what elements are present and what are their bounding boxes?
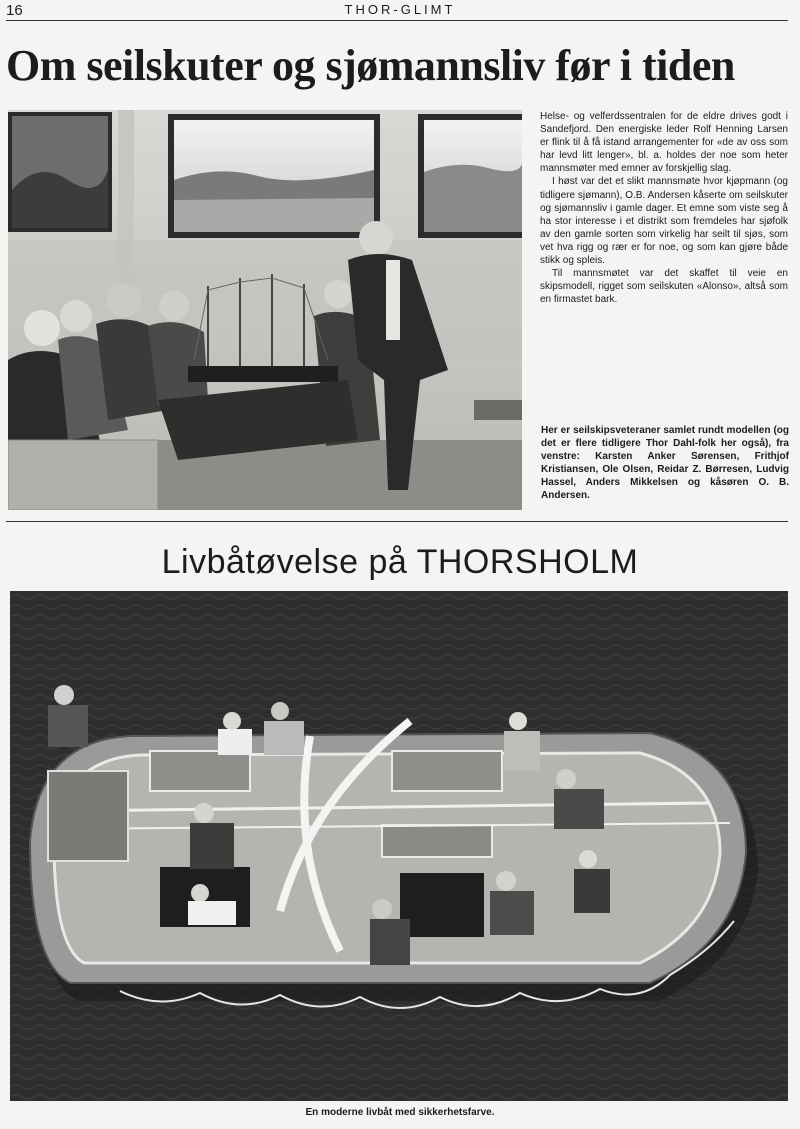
article1-body bbox=[540, 110, 788, 306]
article2-photo-caption: En moderne livbåt med sikkerhetsfarve. bbox=[305, 1107, 495, 1118]
top-rule bbox=[6, 20, 788, 21]
article1-paragraph: Helse- og velferdssentralen for de eldre drives godt i Sandefjord. Den energiske leder Rolf Henning Larsen er flink til å få istand arrangementer for «de av oss som har levd litt lenger», bl. a. holdes der noe som heter mannsmøter med emner av forskjellig slag. bbox=[540, 111, 788, 175]
running-title: THOR-GLIMT bbox=[344, 2, 456, 17]
article1-headline: Om seilskuter og sjømannsliv før i tiden bbox=[6, 41, 735, 90]
article2-headline: Livbåtøvelse på THORSHOLM bbox=[161, 543, 639, 581]
veterans-photo bbox=[8, 110, 522, 510]
section-rule bbox=[6, 521, 788, 522]
page-number: 16 bbox=[6, 2, 23, 19]
article1-paragraph: I høst var det et slikt mannsmøte hvor kjøpmann (og tidligere sjømann), O.B. Andersen kåserte om seilskuter og sjømannsliv i gamle dager. Et emne som viste seg å ha stor interesse i et distrikt som fremdeles har sjøfolk av den gamle sorten som virkelig har seilt til sjøs, som vet hva rigg og rær er for noe, og som kan gjøre både stikk og spleis. bbox=[540, 176, 788, 267]
lifeboat-photo bbox=[10, 591, 788, 1101]
article1-photo-caption: Her er seilskipsveteraner samlet rundt modellen (og det er flere tidligere Thor Dahl-folk her også), fra venstre: Karsten Anker Sørensen, Frithjof Kristiansen, Ole Olsen, Reidar Z. Børresen, Ludvig Hassel, Anders Mikkelsen og kåsøren O. B. Andersen. bbox=[541, 425, 789, 502]
article1-paragraph: Til mannsmøtet var det skaffet til veie en skipsmodell, rigget som seilskuten «Alonso», altså som en firmastet bark. bbox=[540, 268, 788, 306]
